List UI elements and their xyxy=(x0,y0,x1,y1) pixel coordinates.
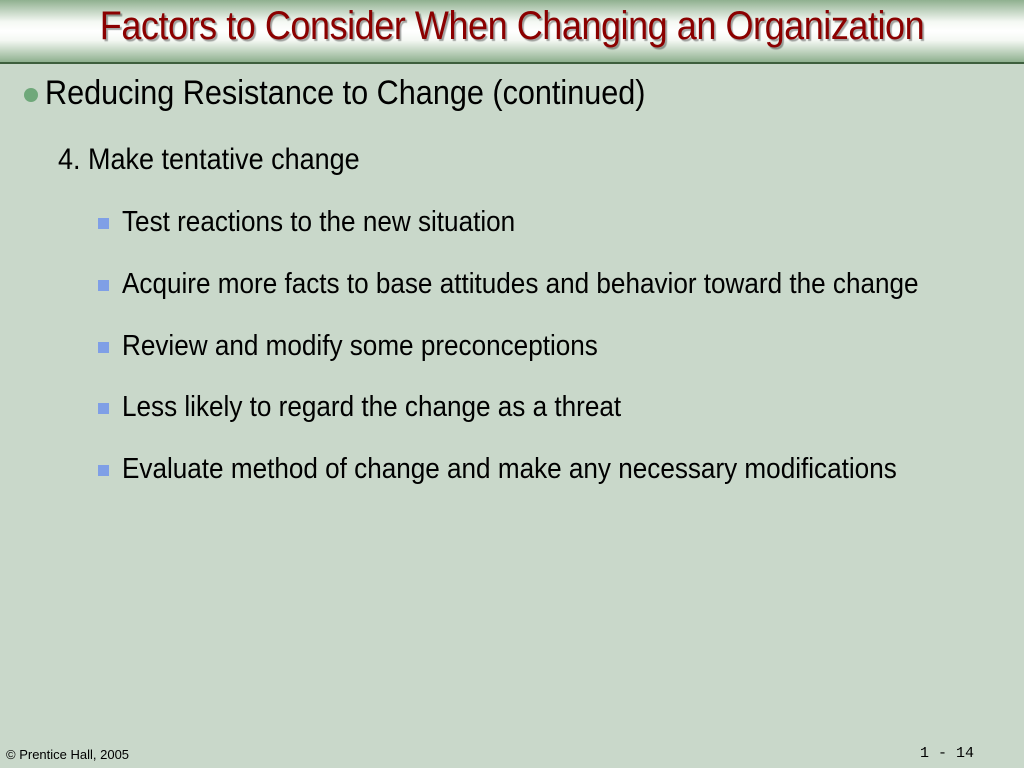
sub-bullet-item xyxy=(98,330,651,363)
slide-title: Factors to Consider When Changing an Organization xyxy=(99,4,925,48)
sub-bullet-text: Evaluate method of change and make any necessary modifications xyxy=(122,453,897,485)
square-bullet-icon xyxy=(98,342,109,353)
slide-number: 1 - 14 xyxy=(920,745,975,762)
bullet-level2-text: 4. Make tentative change xyxy=(58,143,360,176)
sub-bullet-item xyxy=(98,206,559,239)
bullet-level1-text: Reducing Resistance to Change (continued) xyxy=(45,74,646,112)
square-bullet-icon xyxy=(98,218,109,229)
square-bullet-icon xyxy=(98,403,109,414)
sub-bullet-item xyxy=(98,391,677,424)
sub-bullet-text: Less likely to regard the change as a threat xyxy=(122,391,622,423)
sub-bullet-text: Test reactions to the new situation xyxy=(122,206,516,238)
title-divider xyxy=(0,62,1024,64)
copyright-footer: © Prentice Hall, 2005 xyxy=(6,747,130,762)
bullet-level1 xyxy=(24,74,712,113)
square-bullet-icon xyxy=(98,465,109,476)
square-bullet-icon xyxy=(98,280,109,291)
round-bullet-icon xyxy=(24,88,38,102)
sub-bullet-item xyxy=(98,453,983,486)
sub-bullet-text: Review and modify some preconceptions xyxy=(122,330,598,362)
sub-bullet-text: Acquire more facts to base attitudes and behavior toward the change xyxy=(122,268,919,300)
sub-bullet-item xyxy=(98,268,1007,301)
